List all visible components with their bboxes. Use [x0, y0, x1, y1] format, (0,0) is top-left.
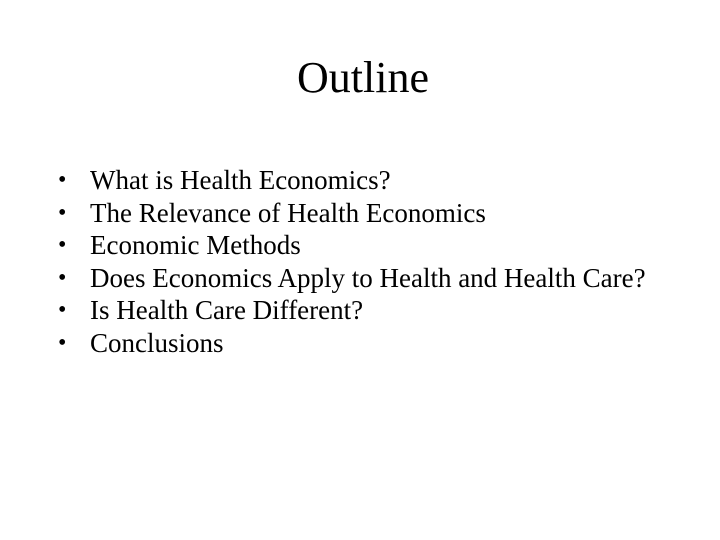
list-item — [58, 197, 678, 230]
bullet-text: The Relevance of Health Economics — [90, 197, 486, 228]
list-item — [58, 294, 678, 327]
bullet-icon: • — [58, 297, 67, 323]
list-item — [58, 229, 678, 262]
list-item — [58, 327, 678, 360]
bullet-icon: • — [58, 232, 67, 258]
list-item — [58, 164, 678, 197]
list-item — [58, 262, 678, 295]
bullet-text: What is Health Economics? — [90, 165, 391, 195]
bullet-list — [58, 164, 678, 359]
bullet-text: Conclusions — [90, 327, 224, 358]
bullet-icon: • — [58, 167, 67, 193]
slide-title: Outline — [297, 53, 429, 102]
bullet-icon: • — [58, 264, 67, 291]
bullet-text: Economic Methods — [90, 230, 301, 260]
bullet-text: Does Economics Apply to Health and Health Care? — [90, 262, 646, 293]
bullet-icon: • — [58, 329, 67, 356]
bullet-text: Is Health Care Different? — [90, 295, 364, 325]
bullet-icon: • — [58, 199, 67, 226]
